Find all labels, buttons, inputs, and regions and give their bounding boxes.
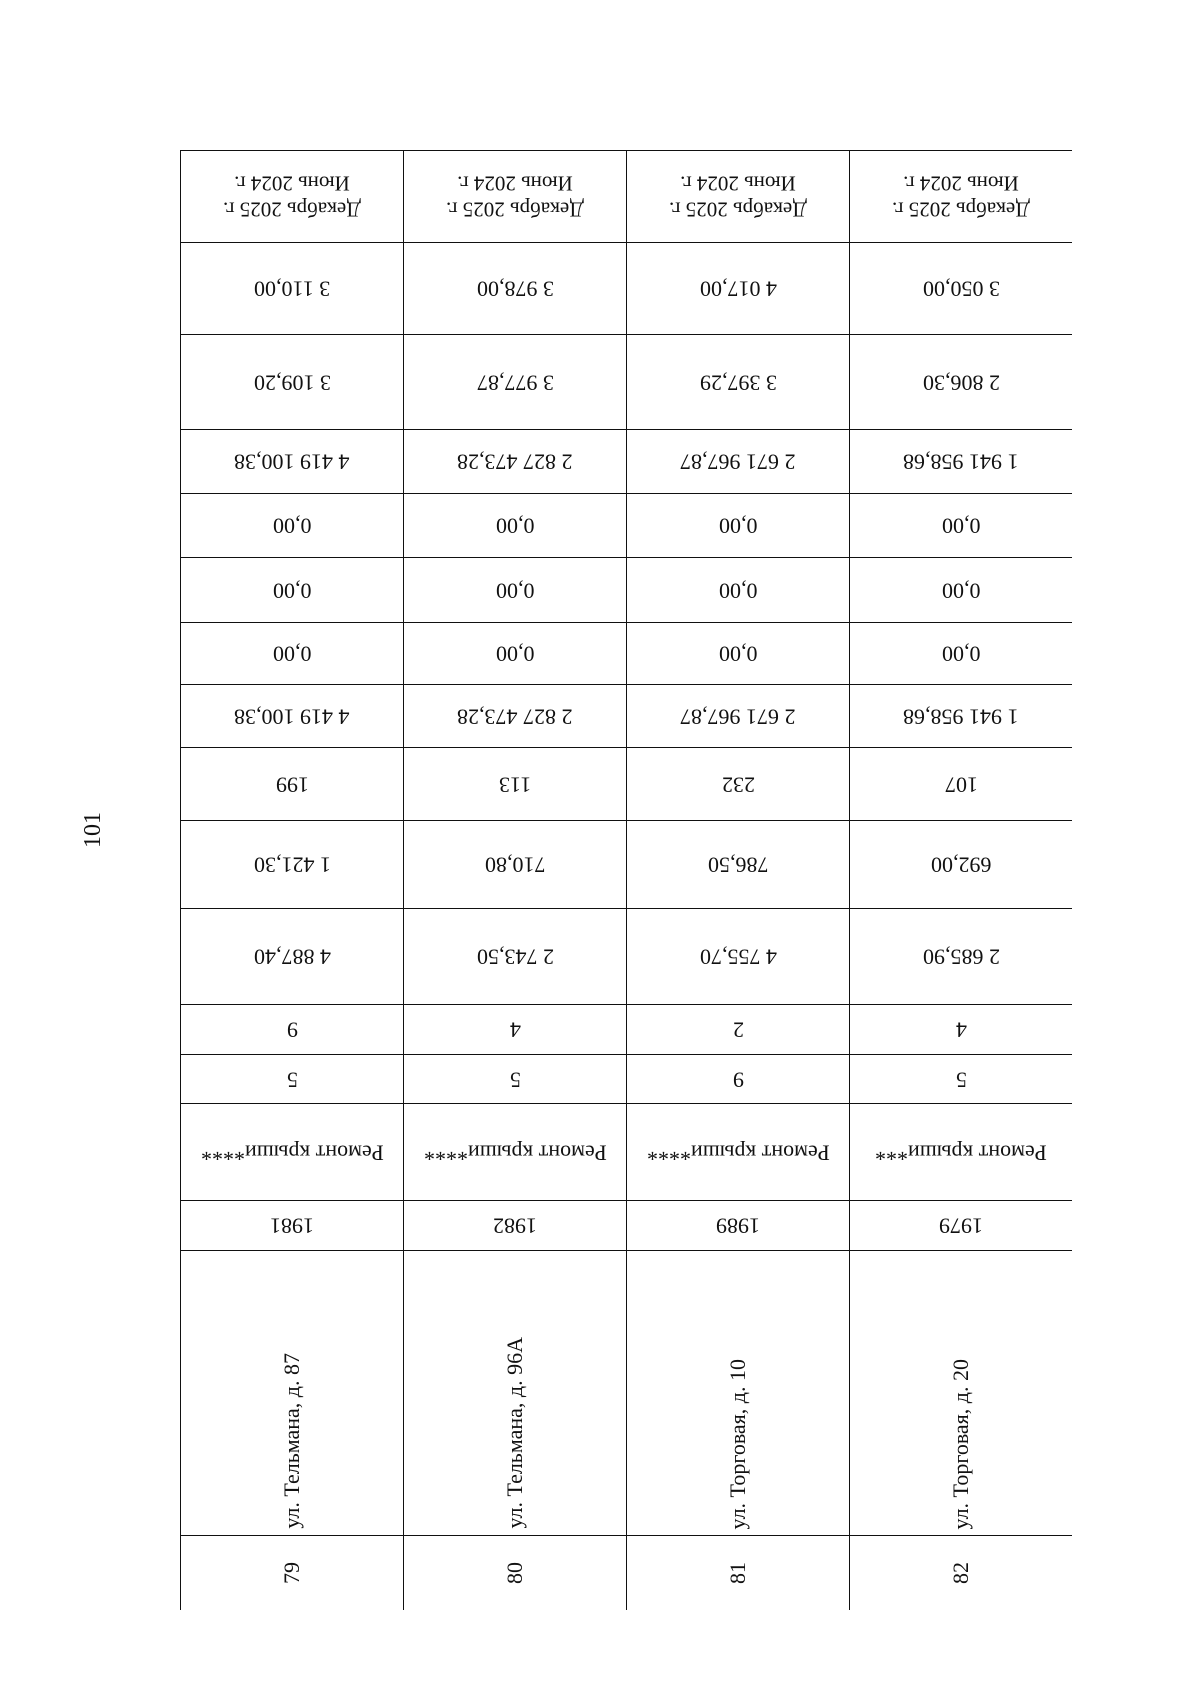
- value-cell: 0,00: [627, 558, 850, 623]
- row-col-f: [181, 623, 1073, 685]
- value-cell: 0,00: [404, 494, 627, 558]
- value-cell: 4 755,70: [627, 909, 850, 1005]
- repair-table: [180, 150, 1072, 1610]
- value-cell: 2 685,90: [850, 909, 1073, 1005]
- period-cell: Декабрь 2025 г. Июнь 2024 г.: [850, 151, 1073, 243]
- value-cell: 4 419 100,38: [181, 685, 404, 748]
- value-cell: 0,00: [404, 558, 627, 623]
- value-cell: 4 419 100,38: [181, 430, 404, 494]
- value-cell: 2: [627, 1005, 850, 1055]
- value-cell: 1 421,30: [181, 821, 404, 909]
- address-cell: ул. Тельмана, д. 87: [181, 1251, 404, 1536]
- value-cell: 2 671 967,87: [627, 430, 850, 494]
- value-cell: 5: [850, 1055, 1073, 1104]
- value-cell: 2 671 967,87: [627, 685, 850, 748]
- row-col-h: [181, 748, 1073, 821]
- repair-table-grid: [180, 150, 1072, 1610]
- row-number-cell: 82: [850, 1536, 1073, 1611]
- year-cell: 1982: [404, 1201, 627, 1251]
- value-cell: 0,00: [181, 623, 404, 685]
- value-cell: 0,00: [181, 558, 404, 623]
- value-cell: 2 743,50: [404, 909, 627, 1005]
- value-cell: 786,50: [627, 821, 850, 909]
- row-col-i: [181, 821, 1073, 909]
- value-cell: 9: [627, 1055, 850, 1104]
- row-address: [181, 1251, 1073, 1536]
- row-period: [181, 151, 1073, 243]
- row-col-j: [181, 909, 1073, 1005]
- value-cell: 0,00: [627, 623, 850, 685]
- work-type-cell: Ремонт крыши****: [404, 1104, 627, 1201]
- value-cell: 4 017,00: [627, 243, 850, 335]
- value-cell: 5: [181, 1055, 404, 1104]
- address-cell: ул. Тельмана, д. 96А: [404, 1251, 627, 1536]
- value-cell: 232: [627, 748, 850, 821]
- year-cell: 1981: [181, 1201, 404, 1251]
- value-cell: 3 978,00: [404, 243, 627, 335]
- row-col-a: [181, 243, 1073, 335]
- year-cell: 1989: [627, 1201, 850, 1251]
- period-cell: Декабрь 2025 г. Июнь 2024 г.: [181, 151, 404, 243]
- row-col-l: [181, 1055, 1073, 1104]
- value-cell: 4: [850, 1005, 1073, 1055]
- value-cell: 113: [404, 748, 627, 821]
- value-cell: 0,00: [850, 494, 1073, 558]
- row-col-g: [181, 685, 1073, 748]
- value-cell: 0,00: [850, 558, 1073, 623]
- value-cell: 3 977,87: [404, 335, 627, 430]
- value-cell: 3 050,00: [850, 243, 1073, 335]
- value-cell: 4: [404, 1005, 627, 1055]
- row-number: [181, 1536, 1073, 1611]
- value-cell: 2 827 473,28: [404, 430, 627, 494]
- row-col-b: [181, 335, 1073, 430]
- value-cell: 9: [181, 1005, 404, 1055]
- page-number: 101: [80, 812, 106, 848]
- value-cell: 199: [181, 748, 404, 821]
- value-cell: 2 806,30: [850, 335, 1073, 430]
- value-cell: 0,00: [627, 494, 850, 558]
- value-cell: 5: [404, 1055, 627, 1104]
- row-col-d: [181, 494, 1073, 558]
- value-cell: 1 941 958,68: [850, 430, 1073, 494]
- value-cell: 4 887,40: [181, 909, 404, 1005]
- address-cell: ул. Торговая, д. 20: [850, 1251, 1073, 1536]
- value-cell: 0,00: [850, 623, 1073, 685]
- value-cell: 0,00: [404, 623, 627, 685]
- value-cell: 2 827 473,28: [404, 685, 627, 748]
- work-type-cell: Ремонт крыши****: [627, 1104, 850, 1201]
- work-type-cell: Ремонт крыши****: [181, 1104, 404, 1201]
- value-cell: 3 109,20: [181, 335, 404, 430]
- row-year: [181, 1201, 1073, 1251]
- value-cell: 710,80: [404, 821, 627, 909]
- row-work: [181, 1104, 1073, 1201]
- work-type-cell: Ремонт крыши***: [850, 1104, 1073, 1201]
- row-number-cell: 79: [181, 1536, 404, 1611]
- value-cell: 692,00: [850, 821, 1073, 909]
- address-cell: ул. Торговая, д. 10: [627, 1251, 850, 1536]
- value-cell: 1 941 958,68: [850, 685, 1073, 748]
- row-col-c: [181, 430, 1073, 494]
- row-number-cell: 81: [627, 1536, 850, 1611]
- row-col-k: [181, 1005, 1073, 1055]
- value-cell: 3 397,29: [627, 335, 850, 430]
- value-cell: 107: [850, 748, 1073, 821]
- row-number-cell: 80: [404, 1536, 627, 1611]
- value-cell: 0,00: [181, 494, 404, 558]
- period-cell: Декабрь 2025 г. Июнь 2024 г.: [627, 151, 850, 243]
- value-cell: 3 110,00: [181, 243, 404, 335]
- period-cell: Декабрь 2025 г. Июнь 2024 г.: [404, 151, 627, 243]
- year-cell: 1979: [850, 1201, 1073, 1251]
- row-col-e: [181, 558, 1073, 623]
